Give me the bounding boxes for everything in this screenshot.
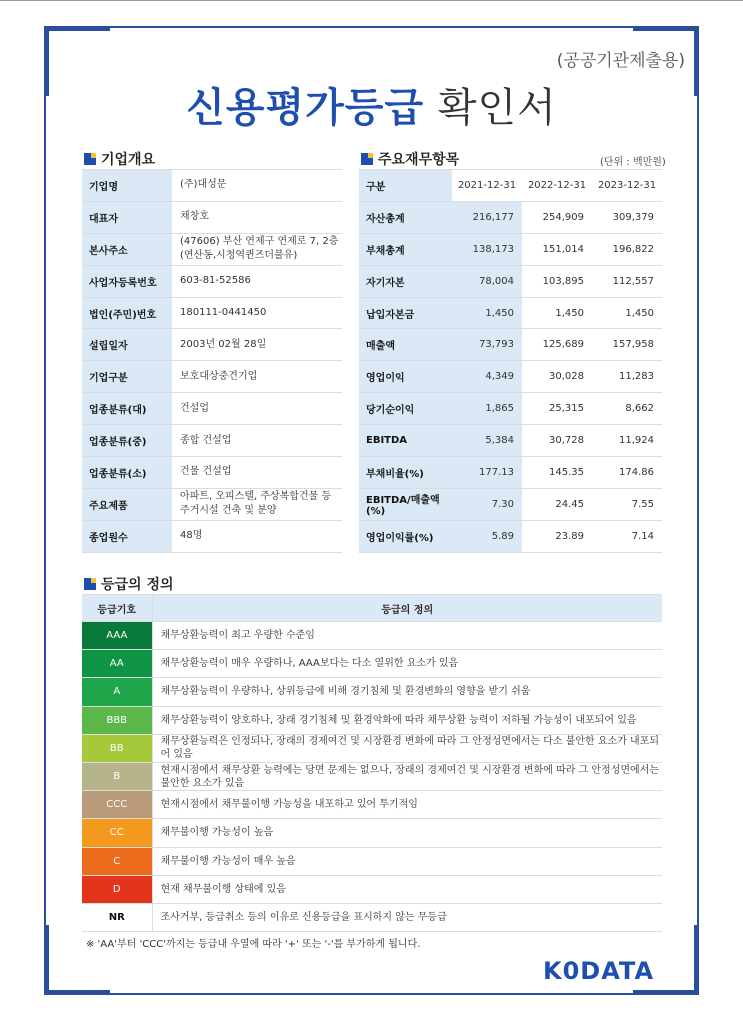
grade-row bbox=[82, 650, 662, 678]
frame-corner-bottom-right-vertical bbox=[694, 925, 699, 995]
grade-note: ※ 'AA'부터 'CCC'까지는 등급내 우열에 따라 '+' 또는 '-'를 부가하게 됩니다. bbox=[86, 939, 421, 950]
kodata-logo: K0DATA bbox=[543, 957, 655, 985]
grade-symbol-cell: BB bbox=[82, 734, 152, 762]
frame-corner-bottom-right bbox=[633, 990, 699, 995]
financials-row bbox=[359, 393, 662, 425]
financials-value: 151,014 bbox=[522, 233, 592, 265]
company-info-label: 기업명 bbox=[82, 170, 172, 202]
grade-row bbox=[82, 706, 662, 734]
grade-definition-cell: 채무상환능력이 최고 우량한 수준임 bbox=[152, 622, 662, 650]
grade-row bbox=[82, 734, 662, 762]
company-info-label: 업종분류(중) bbox=[82, 425, 172, 457]
financials-value: 309,379 bbox=[592, 201, 662, 233]
financials-item-label: 매출액 bbox=[359, 329, 452, 361]
grade-row bbox=[82, 622, 662, 650]
grade-definition-cell: 채무상환능력이 우량하나, 상위등급에 비해 경기침체 및 환경변화의 영향을 받기 쉬움 bbox=[152, 678, 662, 706]
financials-item-label: 영업이익률(%) bbox=[359, 520, 452, 552]
company-info-row bbox=[82, 170, 342, 202]
financials-item-label: 부채비율(%) bbox=[359, 457, 452, 489]
grade-definition-header: 등급의 정의 bbox=[152, 595, 662, 622]
grades-section-heading bbox=[84, 574, 174, 594]
financials-item-label: 자기자본 bbox=[359, 265, 452, 297]
grade-symbol-cell: A bbox=[82, 678, 152, 706]
financials-row bbox=[359, 361, 662, 393]
company-info-row bbox=[82, 201, 342, 233]
grade-symbol-cell: D bbox=[82, 875, 152, 903]
financials-section-heading bbox=[361, 149, 459, 169]
financials-year-header: 2022-12-31 bbox=[522, 170, 592, 202]
company-info-value: 603-81-52586 bbox=[172, 265, 342, 297]
financials-value: 23.89 bbox=[522, 520, 592, 552]
company-info-row bbox=[82, 488, 342, 520]
section-bullet-icon bbox=[84, 153, 96, 165]
company-info-row bbox=[82, 297, 342, 329]
company-info-label: 기업구분 bbox=[82, 361, 172, 393]
company-info-label: 대표자 bbox=[82, 201, 172, 233]
company-info-row bbox=[82, 361, 342, 393]
financials-value: 7.55 bbox=[592, 488, 662, 520]
financials-value: 78,004 bbox=[452, 265, 522, 297]
financials-value: 177.13 bbox=[452, 457, 522, 489]
financials-item-label: 영업이익 bbox=[359, 361, 452, 393]
company-info-table bbox=[82, 169, 342, 553]
company-info-label: 설립일자 bbox=[82, 329, 172, 361]
financials-value: 1,450 bbox=[452, 297, 522, 329]
frame-top-edge bbox=[110, 26, 633, 28]
grade-definition-cell: 채무상환능력이 양호하나, 장래 경기침체 및 환경악화에 따라 채무상환 능력이 저하될 가능성이 내포되어 있음 bbox=[152, 706, 662, 734]
grade-symbol-cell: BBB bbox=[82, 706, 152, 734]
financials-row bbox=[359, 201, 662, 233]
grade-definition-cell: 채무불이행 가능성이 높음 bbox=[152, 819, 662, 847]
financials-value: 5,384 bbox=[452, 425, 522, 457]
grade-symbol-cell: AA bbox=[82, 650, 152, 678]
company-info-value: 아파트, 오피스텔, 주상복합건물 등 주거시설 건축 및 분양 bbox=[172, 488, 342, 520]
grade-symbol-cell: B bbox=[82, 762, 152, 790]
grade-definition-cell: 현재 채무불이행 상태에 있음 bbox=[152, 875, 662, 903]
financials-value: 7.14 bbox=[592, 520, 662, 552]
financials-item-label: EBITDA bbox=[359, 425, 452, 457]
grade-symbol-cell: CC bbox=[82, 819, 152, 847]
grade-row bbox=[82, 678, 662, 706]
financials-row bbox=[359, 457, 662, 489]
grades-heading-text: 등급의 정의 bbox=[101, 577, 174, 593]
grade-header-row bbox=[82, 595, 662, 622]
company-info-value: 건물 건설업 bbox=[172, 457, 342, 489]
financials-value: 25,315 bbox=[522, 393, 592, 425]
financials-value: 5.89 bbox=[452, 520, 522, 552]
usage-label: (공공기관제출용) bbox=[556, 51, 685, 71]
company-info-value: 보호대상중견기업 bbox=[172, 361, 342, 393]
financials-value: 11,924 bbox=[592, 425, 662, 457]
company-info-label: 본사주소 bbox=[82, 233, 172, 265]
financials-year-header: 2021-12-31 bbox=[452, 170, 522, 202]
financials-value: 1,865 bbox=[452, 393, 522, 425]
financials-row bbox=[359, 297, 662, 329]
financials-value: 1,450 bbox=[592, 297, 662, 329]
financials-value: 216,177 bbox=[452, 201, 522, 233]
company-info-row bbox=[82, 393, 342, 425]
financials-value: 174.86 bbox=[592, 457, 662, 489]
financials-value: 138,173 bbox=[452, 233, 522, 265]
financials-row bbox=[359, 425, 662, 457]
grade-definition-cell: 채무상환능력이 매우 우량하나, AAA보다는 다소 열위한 요소가 있음 bbox=[152, 650, 662, 678]
financials-value: 4,349 bbox=[452, 361, 522, 393]
financials-value: 254,909 bbox=[522, 201, 592, 233]
grade-symbol-header: 등급기호 bbox=[82, 595, 152, 622]
company-info-row bbox=[82, 329, 342, 361]
financials-item-label: 자산총계 bbox=[359, 201, 452, 233]
grade-definition-cell: 채무불이행 가능성이 매우 높음 bbox=[152, 847, 662, 875]
financials-item-label: EBITDA/매출액(%) bbox=[359, 488, 452, 520]
company-info-label: 주요제품 bbox=[82, 488, 172, 520]
top-rule bbox=[0, 0, 743, 1]
company-info-row bbox=[82, 457, 342, 489]
financials-unit: (단위 : 백만원) bbox=[600, 157, 666, 168]
document-title bbox=[0, 76, 743, 133]
section-bullet-icon bbox=[84, 578, 96, 590]
financials-value: 7.30 bbox=[452, 488, 522, 520]
financials-row bbox=[359, 329, 662, 361]
company-info-value: (주)대성문 bbox=[172, 170, 342, 202]
grade-symbol-cell: C bbox=[82, 847, 152, 875]
grade-definition-cell: 현재시점에서 채무불이행 가능성을 내포하고 있어 투기적임 bbox=[152, 791, 662, 819]
company-info-label: 종업원수 bbox=[82, 520, 172, 552]
grade-row bbox=[82, 791, 662, 819]
section-bullet-icon bbox=[361, 153, 373, 165]
company-section-heading bbox=[84, 149, 155, 169]
financials-row bbox=[359, 488, 662, 520]
financials-value: 145.35 bbox=[522, 457, 592, 489]
company-info-value: 건설업 bbox=[172, 393, 342, 425]
financials-table bbox=[359, 169, 662, 553]
financials-heading-text: 주요재무항목 bbox=[378, 152, 460, 168]
financials-item-label: 납입자본금 bbox=[359, 297, 452, 329]
company-info-value: (47606) 부산 연제구 연제로 7, 2층 (연산동,시청역퀸즈더불유) bbox=[172, 233, 342, 265]
financials-value: 24.45 bbox=[522, 488, 592, 520]
financials-row bbox=[359, 520, 662, 552]
company-info-value: 채창호 bbox=[172, 201, 342, 233]
grade-definition-cell: 현재시점에서 채무상환 능력에는 당면 문제는 없으나, 장래의 경제여건 및 시장환경 변화에 따라 그 안정성면에서는 불안한 요소가 있음 bbox=[152, 762, 662, 790]
financials-value: 30,028 bbox=[522, 361, 592, 393]
frame-corner-top-right bbox=[633, 26, 699, 31]
document-title-sub: 확인서 bbox=[437, 85, 557, 131]
frame-right-edge bbox=[697, 96, 699, 925]
financials-item-label: 당기순이익 bbox=[359, 393, 452, 425]
grade-symbol-cell: NR bbox=[82, 903, 152, 931]
company-info-row bbox=[82, 265, 342, 297]
financials-row bbox=[359, 233, 662, 265]
financials-header-label: 구분 bbox=[359, 170, 452, 202]
financials-value: 125,689 bbox=[522, 329, 592, 361]
company-info-value: 종합 건설업 bbox=[172, 425, 342, 457]
company-heading-text: 기업개요 bbox=[101, 152, 156, 168]
grade-symbol-cell: CCC bbox=[82, 791, 152, 819]
financials-row bbox=[359, 265, 662, 297]
financials-value: 103,895 bbox=[522, 265, 592, 297]
frame-left-edge bbox=[44, 96, 46, 925]
financials-value: 30,728 bbox=[522, 425, 592, 457]
financials-year-header: 2023-12-31 bbox=[592, 170, 662, 202]
financials-value: 196,822 bbox=[592, 233, 662, 265]
financials-value: 11,283 bbox=[592, 361, 662, 393]
financials-value: 112,557 bbox=[592, 265, 662, 297]
grade-definition-cell: 채무상환능력은 인정되나, 장래의 경제여건 및 시장환경 변화에 따라 그 안정성면에서는 다소 불안한 요소가 내포되어 있음 bbox=[152, 734, 662, 762]
grade-row bbox=[82, 819, 662, 847]
company-info-row bbox=[82, 520, 342, 552]
frame-bottom-edge bbox=[110, 993, 633, 995]
company-info-value: 48명 bbox=[172, 520, 342, 552]
grade-row bbox=[82, 875, 662, 903]
grade-definitions-table bbox=[82, 594, 662, 932]
financials-item-label: 부채총계 bbox=[359, 233, 452, 265]
grade-symbol-cell: AAA bbox=[82, 622, 152, 650]
company-info-label: 업종분류(대) bbox=[82, 393, 172, 425]
company-info-value: 2003년 02월 28일 bbox=[172, 329, 342, 361]
financials-value: 73,793 bbox=[452, 329, 522, 361]
grade-row bbox=[82, 762, 662, 790]
financials-value: 1,450 bbox=[522, 297, 592, 329]
company-info-row bbox=[82, 425, 342, 457]
company-info-row bbox=[82, 233, 342, 265]
grade-row bbox=[82, 903, 662, 931]
grade-definition-cell: 조사거부, 등급취소 등의 이유로 신용등급을 표시하지 않는 무등급 bbox=[152, 903, 662, 931]
company-info-label: 사업자등록번호 bbox=[82, 265, 172, 297]
financials-value: 157,958 bbox=[592, 329, 662, 361]
financials-value: 8,662 bbox=[592, 393, 662, 425]
company-info-value: 180111-0441450 bbox=[172, 297, 342, 329]
grade-row bbox=[82, 847, 662, 875]
frame-corner-top-left bbox=[44, 26, 110, 31]
financials-header-row bbox=[359, 170, 662, 202]
company-info-label: 법인(주민)번호 bbox=[82, 297, 172, 329]
frame-corner-bottom-left-vertical bbox=[44, 925, 49, 995]
company-info-label: 업종분류(소) bbox=[82, 457, 172, 489]
document-title-main: 신용평가등급 bbox=[186, 85, 425, 131]
frame-corner-bottom-left bbox=[44, 990, 110, 995]
